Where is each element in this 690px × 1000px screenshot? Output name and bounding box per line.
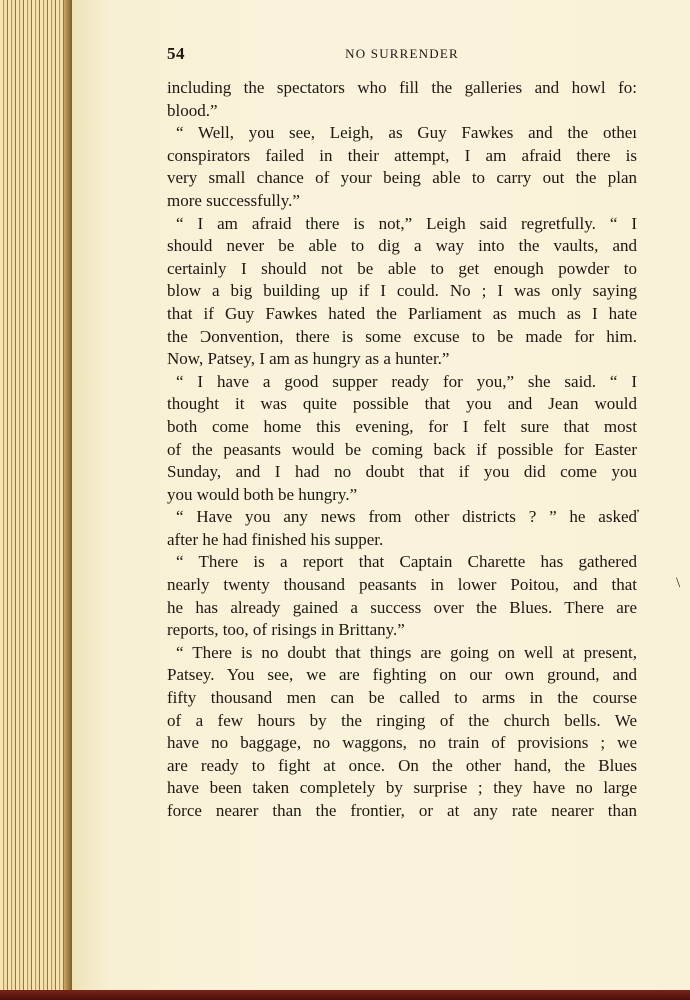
- text-line: after he had finished his supper.: [167, 529, 384, 549]
- text-line: fifty thousand men can be called to arms in the course: [167, 688, 637, 708]
- text-line: very small chance of your being able to carry out the plan: [167, 168, 637, 188]
- bottom-edge: [0, 990, 690, 1000]
- text-line: Sunday, and I had no doubt that if you did come you: [167, 462, 637, 482]
- text-line: of the peasants would be coming back if possible for Easter: [167, 439, 637, 459]
- text-line: blood.”: [167, 100, 218, 120]
- text-line: more successfully.”: [167, 190, 300, 210]
- text-line: conspirators failed in their attempt, I am afraid there is: [167, 145, 637, 165]
- text-line: you would both be hungry.”: [167, 484, 358, 504]
- text-line: the Ɔonvention, there is some excuse to be made for him.: [167, 326, 637, 346]
- text-line: Now, Patsey, I am as hungry as a hunter.”: [167, 349, 450, 369]
- text-line: of a few hours by the ringing of the church bells. We: [167, 710, 637, 730]
- text-line: blow a big building up if I could. No ; I was only saying: [167, 281, 637, 301]
- text-line: certainly I should not be able to get enough powder to: [167, 258, 637, 278]
- text-line: have no baggage, no waggons, no train of provisions ; we: [167, 733, 637, 753]
- text-line: Patsey. You see, we are fighting on our own ground, and: [167, 665, 637, 685]
- text-line: force nearer than the frontier, or at any rate nearer than: [167, 801, 637, 820]
- text-line: “ There is a report that Captain Charette has gathered: [176, 552, 637, 572]
- page-edges-binding: [0, 0, 72, 990]
- text-line: he has already gained a success over the Blues. There are: [167, 597, 637, 617]
- running-head: [167, 44, 637, 66]
- book-page: [72, 0, 690, 990]
- text-line: thought it was quite possible that you and Jean would: [167, 394, 637, 414]
- text-line: “ I am afraid there is not,” Leigh said regretfully. “ I: [176, 213, 637, 233]
- text-line: “ There is no doubt that things are going on well at present,: [176, 642, 637, 662]
- text-line: both come home this evening, for I felt sure that most: [167, 416, 637, 436]
- text-line: that if Guy Fawkes hated the Parliament as much as I hate: [167, 303, 637, 323]
- body-text: [167, 77, 637, 823]
- text-line: have been taken completely by surprise ; they have no large: [167, 778, 637, 798]
- text-line: reports, too, of risings in Brittany.”: [167, 620, 405, 640]
- text-line: “ I have a good supper ready for you,” she said. “ I: [176, 371, 637, 391]
- text-line: should never be able to dig a way into the vaults, and: [167, 236, 637, 256]
- running-head-title: NO SURRENDER: [345, 46, 459, 61]
- page-number: 54: [167, 44, 185, 63]
- text-line: including the spectators who fill the galleries and howl fo:: [167, 78, 637, 97]
- text-line: “ Well, you see, Leigh, as Guy Fawkes and the otheı: [176, 123, 637, 143]
- margin-mark: \: [676, 575, 681, 591]
- text-line: “ Have you any news from other districts ? ” he asked̕: [176, 507, 637, 527]
- text-line: nearly twenty thousand peasants in lower Poitou, and that: [167, 575, 637, 595]
- text-line: are ready to fight at once. On the other hand, the Blues: [167, 755, 637, 775]
